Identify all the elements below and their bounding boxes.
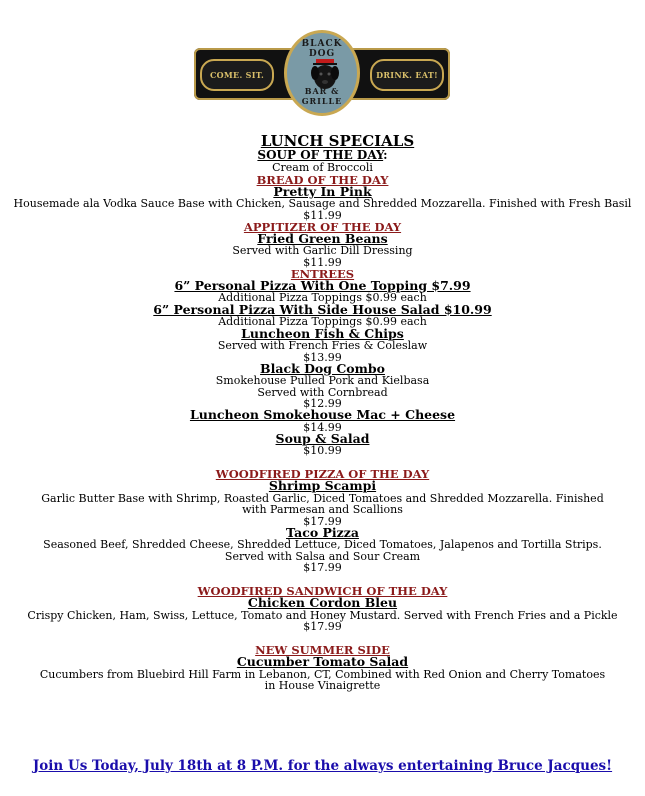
logo-bottom-text: BAR & GRILLE	[301, 86, 343, 106]
bread-item-price: $11.99	[303, 208, 342, 222]
lunch-specials-menu	[0, 133, 645, 692]
bread-heading: BREAD OF THE DAY	[256, 172, 389, 187]
side-item-name: Cucumber Tomato Salad	[236, 654, 409, 669]
bread-item-name: Pretty In Pink	[273, 183, 372, 199]
pizza-item-desc: Seasoned Beef, Shredded Cheese, Shredded Lettuce, Diced Tomatoes, Jalapenos and Tortilla Strips. Served with Salsa and Sour Cream	[43, 538, 602, 563]
entree-item-desc: Smokehouse Pulled Pork and Kielbasa	[215, 374, 430, 387]
appetizer-heading: APPITIZER OF THE DAY	[243, 219, 402, 234]
pizza-item-price: $17.99	[303, 514, 342, 528]
entree-item-desc: Additional Pizza Toppings $0.99 each	[218, 315, 427, 328]
sandwich-item-price: $17.99	[303, 620, 342, 633]
side-heading: NEW SUMMER SIDE	[255, 643, 390, 657]
bread-item-desc: Housemade ala Vodka Sauce Base with Chicken, Sausage and Shredded Mozzarella. Finished with Fresh Basil	[13, 197, 632, 210]
black-dog-logo	[194, 30, 450, 116]
page-title: LUNCH SPECIALS	[260, 132, 415, 150]
entree-item-desc: Served with Cornbread	[257, 385, 388, 399]
sandwich-heading: WOODFIRED SANDWICH OF THE DAY	[197, 584, 448, 598]
pizza-item-price: $17.99	[303, 561, 342, 574]
appetizer-item-price: $11.99	[303, 255, 342, 269]
logo-left-pill: COME. SIT.	[200, 59, 274, 91]
entree-item-name: 6” Personal Pizza With Side House Salad $10.99	[153, 301, 492, 317]
appetizer-item-desc: Served with Garlic Dill Dressing	[232, 244, 413, 257]
sandwich-item-desc: Crispy Chicken, Ham, Swiss, Lettuce, Tomato and Honey Mustard. Served with French Fries and a Pickle	[27, 608, 618, 622]
entree-item-desc: Additional Pizza Toppings $0.99 each	[218, 291, 427, 304]
appetizer-item-name: Fried Green Beans	[257, 230, 388, 246]
entree-item-name: Black Dog Combo	[260, 360, 385, 376]
soup-name: Cream of Broccoli	[272, 161, 373, 174]
pizza-item-name: Shrimp Scampi	[268, 478, 377, 493]
pizza-item-desc: Garlic Butter Base with Shrimp, Roasted Garlic, Diced Tomatoes and Shredded Mozzarella. Finished with Parmesan and Scallions	[41, 491, 604, 516]
entree-item-name: Luncheon Smokehouse Mac + Cheese	[189, 407, 456, 422]
entrees-heading: ENTREES	[290, 266, 355, 281]
entree-item-price: $12.99	[303, 397, 342, 410]
entree-item-price: $13.99	[303, 350, 342, 364]
footer	[0, 755, 645, 774]
logo-right-pill: DRINK. EAT!	[370, 59, 444, 91]
pizza-item-name: Taco Pizza	[286, 524, 359, 540]
entree-item-name: 6” Personal Pizza With One Topping $7.99	[174, 277, 471, 293]
logo-top-text: BLACK DOG	[301, 39, 343, 59]
sandwich-item-name: Chicken Cordon Bleu	[247, 595, 398, 610]
entree-item-price: $10.99	[303, 444, 342, 457]
pizza-heading: WOODFIRED PIZZA OF THE DAY	[215, 467, 430, 481]
event-announcement-link[interactable]: Join Us Today, July 18th at 8 P.M. for the always entertaining Bruce Jacques!	[32, 758, 613, 774]
side-item-desc: Cucumbers from Bluebird Hill Farm in Lebanon, CT, Combined with Red Onion and Cherry Tomatoes in House Vinaigrette	[39, 667, 606, 692]
entree-item-price: $14.99	[303, 420, 342, 434]
logo-disc	[284, 30, 360, 116]
entree-item-name: Soup & Salad	[275, 430, 370, 446]
entree-item-name: Luncheon Fish & Chips	[241, 325, 404, 341]
entree-item-desc: Served with French Fries & Coleslaw	[217, 339, 428, 352]
soup-heading: SOUP OF THE DAY:	[257, 148, 388, 162]
